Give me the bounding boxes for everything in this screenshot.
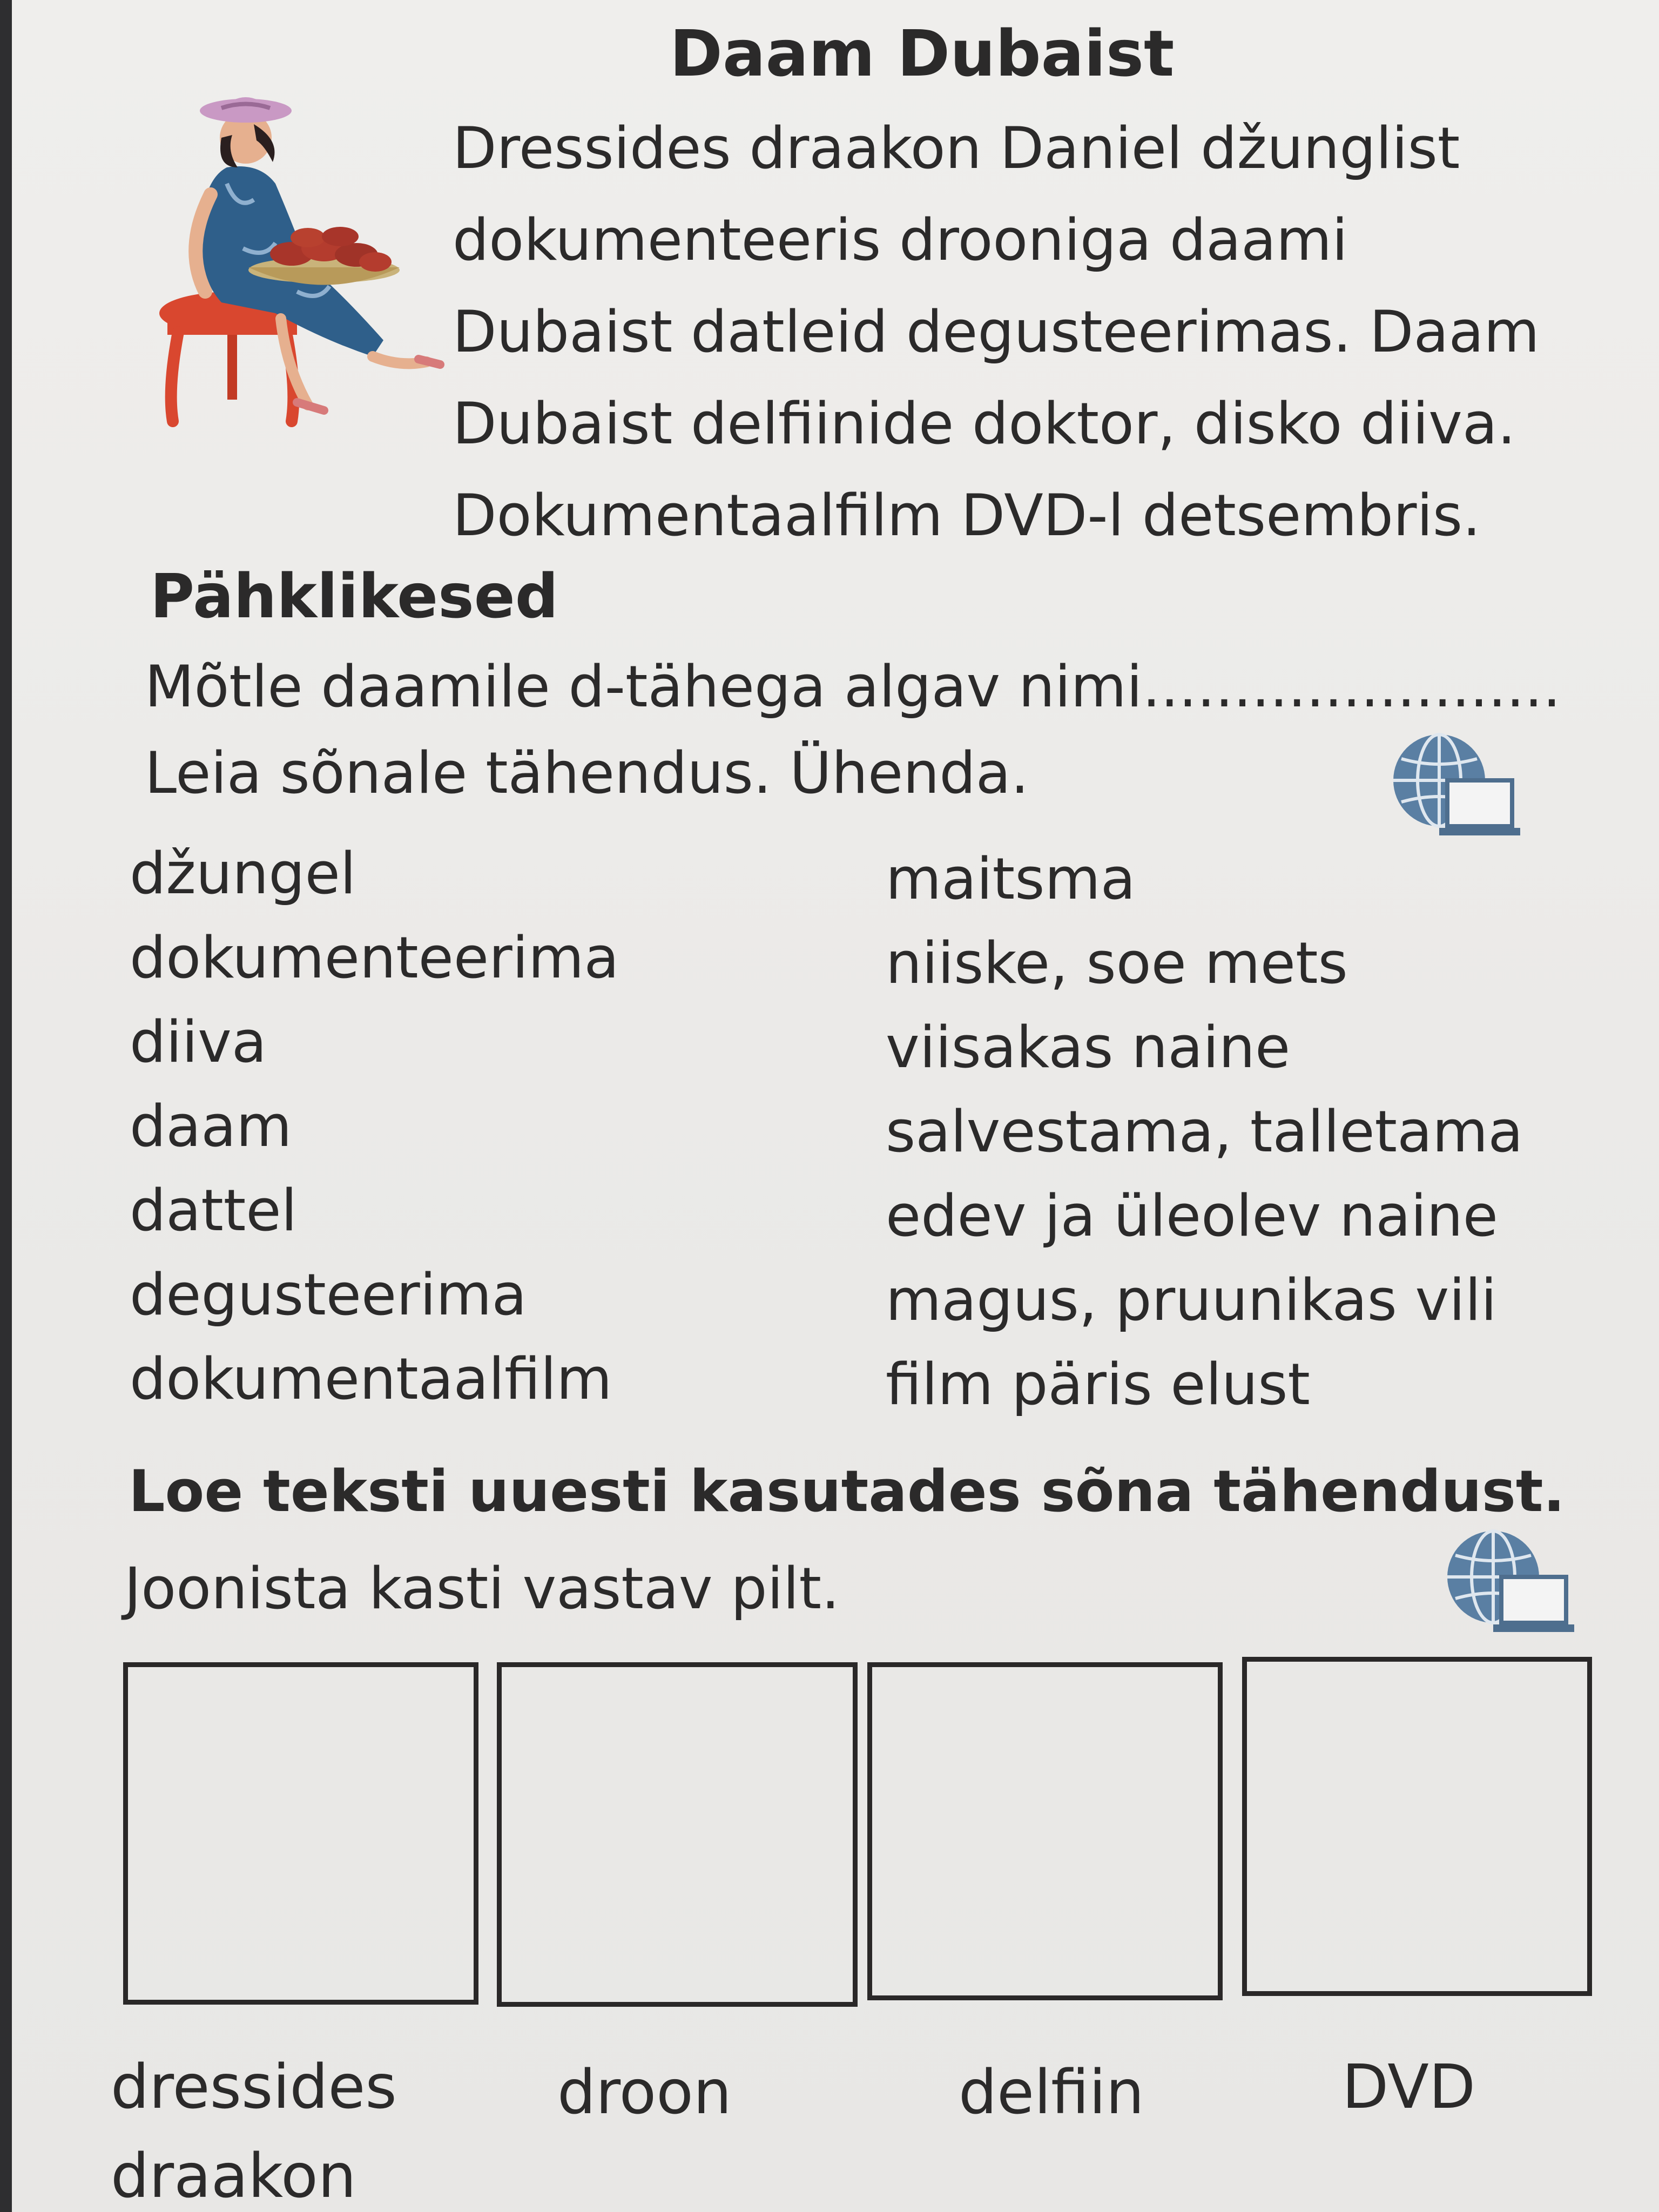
matching-meaning: salvestama, talletama — [886, 1098, 1523, 1165]
worksheet-title: Daam Dubaist — [670, 16, 1175, 91]
box-label: delfiin — [959, 2058, 1144, 2128]
matching-word: degusteerima — [130, 1262, 527, 1328]
matching-word: diiva — [130, 1009, 267, 1075]
matching-meaning: maitsma — [886, 846, 1136, 912]
section-heading-pahklikesed: Pähklikesed — [150, 562, 558, 632]
drawing-box[interactable] — [1242, 1657, 1592, 1996]
task-match-prompt: Leia sõnale tähendus. Ühenda. — [145, 740, 1029, 806]
matching-meaning: film päris elust — [886, 1351, 1310, 1418]
box-label: DVD — [1342, 2052, 1476, 2122]
matching-meaning: viisakas naine — [886, 1014, 1291, 1081]
drawing-box[interactable] — [867, 1662, 1223, 2000]
woman-with-dates-illustration — [146, 86, 448, 443]
globe-computer-icon — [1442, 1528, 1577, 1642]
drawing-box[interactable] — [497, 1662, 858, 2007]
task-draw-prompt: Joonista kasti vastav pilt. — [124, 1555, 840, 1622]
matching-word: džungel — [130, 840, 356, 907]
matching-word: dattel — [130, 1177, 298, 1244]
box-label: droon — [557, 2058, 732, 2128]
table-edge — [0, 0, 12, 2212]
matching-word: daam — [130, 1093, 292, 1159]
globe-computer-icon — [1388, 732, 1523, 845]
story-line: Dubaist delfiinide doktor, disko diiva. — [453, 390, 1516, 457]
story-line: Dressides draakon Daniel džunglist — [453, 115, 1460, 181]
matching-word: dokumenteerima — [130, 925, 619, 991]
matching-word: dokumentaalfilm — [130, 1346, 612, 1412]
matching-words-column — [130, 832, 619, 1421]
drawing-box[interactable] — [123, 1662, 478, 2005]
story-text — [453, 103, 1540, 562]
matching-meaning: magus, pruunikas vili — [886, 1267, 1497, 1333]
story-line: Dokumentaalfilm DVD-l detsembris. — [453, 482, 1481, 549]
box-label: draakon — [111, 2141, 356, 2211]
matching-meaning: edev ja üleolev naine — [886, 1183, 1499, 1249]
section-heading-reread: Loe teksti uuesti kasutades sõna tähendust. — [129, 1458, 1565, 1525]
box-label: dressides — [111, 2052, 397, 2122]
story-line: Dubaist datleid degusteerimas. Daam — [453, 299, 1540, 365]
matching-meaning: niiske, soe mets — [886, 930, 1348, 996]
story-line: dokumenteeris drooniga daami — [453, 207, 1348, 273]
task-name-prompt: Mõtle daamile d-tähega algav nimi....................... — [145, 653, 1561, 720]
matching-meanings-column — [886, 837, 1523, 1427]
